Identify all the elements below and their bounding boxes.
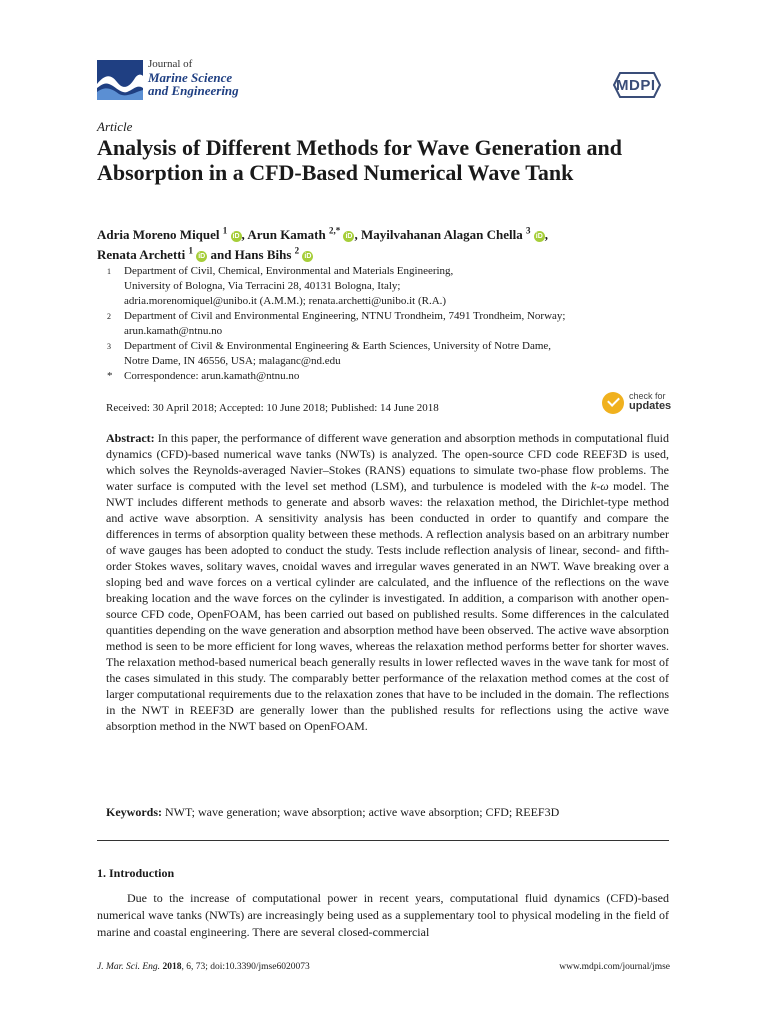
affiliation-3 bbox=[97, 339, 657, 369]
orcid-icon[interactable]: iD bbox=[345, 233, 353, 240]
author-list: Adria Moreno Miquel $^1$ iD , Arun Kamath $^{2,*}$ iD , Mayilvahanan Alagan Chella $^3$ iD , Renata Archetti $^1$ iD and Hans Bihs $^2$ iD bbox=[97, 225, 549, 262]
publication-dates: Received: 30 April 2018; Accepted: 10 June 2018; Published: 14 June 2018 bbox=[106, 402, 439, 414]
keywords-text: NWT; wave generation; wave absorption; active wave absorption; CFD; REEF3D bbox=[162, 805, 560, 819]
abstract bbox=[106, 430, 669, 734]
affiliation-2 bbox=[97, 309, 657, 339]
author-name: Renata Archetti bbox=[97, 247, 186, 262]
author-affiliation-sup: 1 bbox=[188, 245, 193, 256]
affiliation-line: University of Bologna, Via Terracini 28, 40131 Bologna, Italy; bbox=[124, 280, 401, 292]
author-affiliation-sup: 3 bbox=[526, 225, 531, 236]
author-name: and Hans Bihs bbox=[210, 247, 292, 262]
orcid-icon[interactable]: iD bbox=[304, 253, 312, 260]
affiliation-line: arun.kamath@ntnu.no bbox=[124, 325, 223, 337]
check-updates-line-2: updates bbox=[629, 400, 672, 412]
mdpi-logo bbox=[608, 70, 666, 100]
orcid-icon[interactable]: iD bbox=[232, 233, 240, 240]
affiliation-line: Department of Civil & Environmental Engineering & Earth Sciences, University of Notre Dame, bbox=[124, 340, 552, 352]
author-name: Mayilvahanan Alagan Chella bbox=[360, 227, 523, 242]
affiliation-number: * bbox=[107, 370, 113, 382]
paper-title: Analysis of Different Methods for Wave Generation and Absorption in a CFD-Based Numerical Wave Tank bbox=[97, 135, 622, 185]
journal-logo bbox=[97, 58, 257, 104]
correspondence bbox=[97, 369, 657, 384]
affiliation-number: 1 bbox=[107, 267, 111, 276]
journal-line-2: Marine Science bbox=[148, 70, 233, 85]
footer-citation bbox=[97, 962, 310, 972]
check-icon bbox=[602, 392, 624, 414]
affiliation-number: 3 bbox=[107, 342, 111, 351]
affiliation-1 bbox=[97, 264, 657, 309]
affiliation-line: Department of Civil and Environmental Engineering, NTNU Trondheim, 7491 Trondheim, Norway; bbox=[124, 310, 566, 322]
orcid-icon[interactable]: iD bbox=[535, 233, 543, 240]
journal-name bbox=[148, 58, 239, 97]
abstract-text: model. The NWT includes different methods to generate and absorb waves: the relaxation method, the Dirichlet-type method and active wave absorption. A sensitivity analysis has been conducted in order to quantify and compare the differences in terms of absorption quality between these methods. A reflection analysis based on an arbitrary number of wave gauges has been adopted to conduct the study. Tests include reflection analysis of linear, second- and fifth-order Stokes waves, solitary waves, cnoidal waves and irregular waves generated in an NWT. Wave breaking over a sloping bed and wave forces on a vertical cylinder are calculated, and the influence of the reflections on the wave breaking location and the wave forces on the cylinder is investigated. In addition, a comparison with another open-source CFD code, OpenFOAM, has been carried out based on published results. Some differences in the calculated quantities depending on the wave generation and absorption method have been observed. The active wave absorption method is seen to be more efficient for long waves, whereas the relaxation method performs better for shorter waves. The relaxation method-based numerical beach generally results in lower reflected waves in the wave tank for most of the cases simulated in this study. The comparably better performance of the relaxation method comes at the cost of larger computational requirements due to the relaxation zones that have to be included in the domain. The reflections in the NWT in REEF3D are generally lower than the published results for reflections using the active wave absorption method in the NWT based on OpenFOAM. bbox=[106, 479, 669, 733]
check-for-updates-button[interactable] bbox=[602, 390, 682, 416]
abstract-label: Abstract: bbox=[106, 431, 155, 445]
divider bbox=[97, 840, 669, 841]
author-affiliation-sup: 2,* bbox=[328, 225, 341, 236]
affiliation-line: Notre Dame, IN 46556, USA; malaganc@nd.edu bbox=[124, 355, 341, 367]
affiliation-line: adria.morenomiquel@unibo.it (A.M.M.); renata.archetti@unibo.it (R.A.) bbox=[124, 295, 447, 307]
keywords-label: Keywords: bbox=[106, 805, 162, 819]
journal-line-3: and Engineering bbox=[148, 83, 239, 98]
footer-journal-abbr: J. Mar. Sci. Eng. bbox=[97, 962, 161, 972]
affiliation-number: 2 bbox=[107, 312, 111, 321]
article-type: Article bbox=[97, 119, 133, 134]
section-heading: 1. Introduction bbox=[97, 866, 175, 880]
wave-logo-icon bbox=[97, 60, 143, 100]
orcid-icon[interactable]: iD bbox=[198, 253, 206, 260]
publisher-name: MDPI bbox=[616, 77, 656, 94]
abstract-text-italic: k-ω bbox=[590, 479, 609, 493]
author-affiliation-sup: 1 bbox=[222, 225, 228, 236]
check-updates-line-1: check for bbox=[629, 391, 666, 401]
abstract-text: In this paper, the performance of different wave generation and absorption methods in computational fluid dynamics (CFD)-based numerical wave tanks (NWTs) is analyzed. The open-source CFD code REEF3D is used, which solves the Reynolds-averaged Navier–Stokes (RANS) equations to simulate two-phase flow problems. The water surface is computed with the level set method (LSM), and turbulence is modeled with the bbox=[106, 431, 669, 493]
author-name: Adria Moreno Miquel bbox=[97, 227, 220, 242]
footer-doi: , 6, 73; doi:10.3390/jmse6020073 bbox=[181, 962, 310, 972]
keywords bbox=[106, 805, 669, 820]
footer-journal-link[interactable]: www.mdpi.com/journal/jmse bbox=[559, 962, 670, 972]
journal-line-1: Journal of bbox=[148, 58, 193, 70]
affiliation-line: Correspondence: arun.kamath@ntnu.no bbox=[124, 370, 300, 382]
intro-paragraph: Due to the increase of computational power in recent years, computational fluid dynamics (CFD)-based numerical wave tanks (NWTs) are increasingly being used as a supplementary tool to physical modeling in the field of marine and coastal engineering. There are several closed-commercial bbox=[97, 891, 669, 939]
author-name: Arun Kamath bbox=[247, 227, 326, 242]
affiliation-line: Department of Civil, Chemical, Environmental and Materials Engineering, bbox=[124, 265, 454, 277]
footer-year: 2018 bbox=[162, 962, 182, 972]
author-affiliation-sup: 2 bbox=[294, 245, 300, 256]
